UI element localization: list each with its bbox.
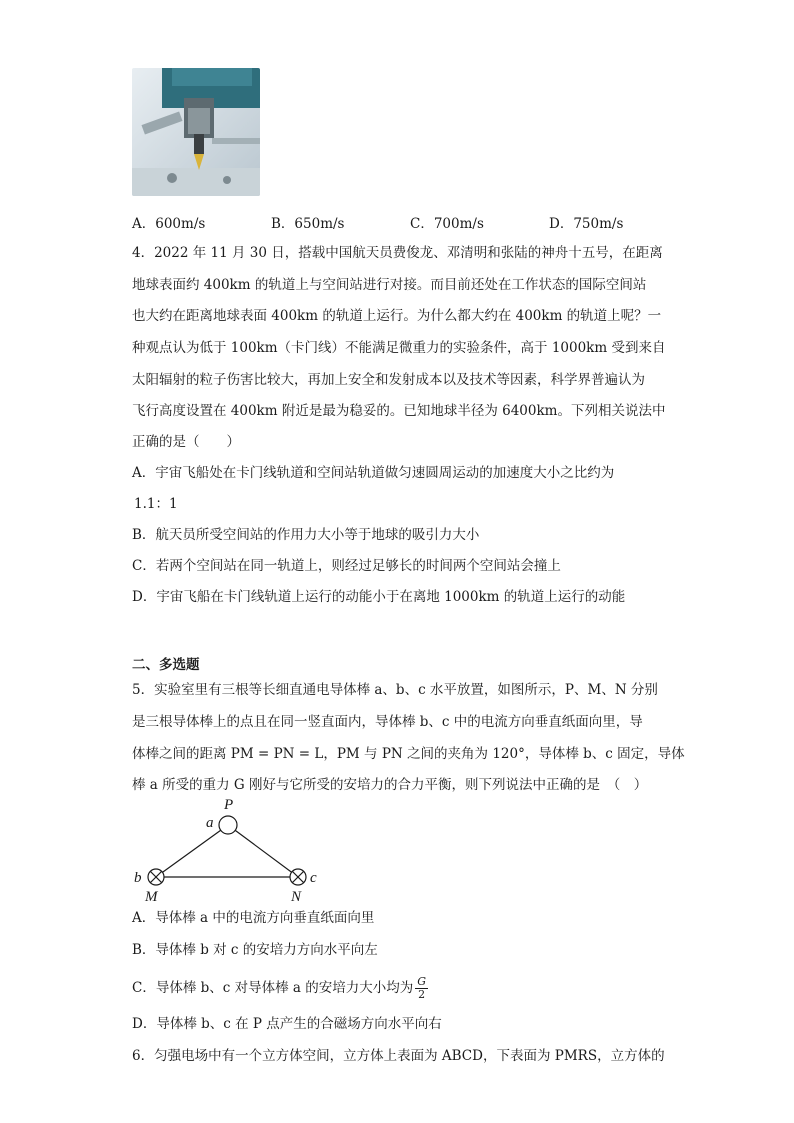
q5-option-a: A．导体棒 a 中的电流方向垂直纸面向里	[132, 910, 375, 926]
conductor-a	[219, 816, 237, 834]
q4-option-a-cont: 1.1：1	[134, 496, 178, 512]
q4-line: 也大约在距离地球表面 400km 的轨道上运行。为什么都大约在 400km 的轨道上呢？一	[132, 308, 662, 324]
q3-option-c: C．700m/s	[410, 216, 484, 232]
triangle-diagram	[128, 795, 328, 907]
q4-line: 正确的是（ ）	[132, 434, 240, 450]
label-a: a	[206, 815, 214, 831]
q3-option-b: B．650m/s	[271, 216, 345, 232]
q4-line: 4．2022 年 11 月 30 日，搭载中国航天员费俊龙、邓清明和张陆的神舟十五号，在距离	[132, 245, 663, 261]
q5-line: 体棒之间的距离 PM = PN = L，PM 与 PN 之间的夹角为 120°，导体棒 b、c 固定，导体	[132, 746, 685, 762]
q5-option-c-text: C．导体棒 b、c 对导体棒 a 的安培力大小均为	[132, 980, 414, 996]
q5-option-c	[132, 976, 428, 1001]
q3-option-d: D．750m/s	[549, 216, 624, 232]
q5-line: 是三根导体棒上的点且在同一竖直面内，导体棒 b、c 中的电流方向垂直纸面向里，导	[132, 714, 643, 730]
q5-option-d: D．导体棒 b、c 在 P 点产生的合磁场方向水平向右	[132, 1016, 442, 1032]
fraction-g-over-2: $\frac{G}{2}$	[417, 975, 427, 1001]
q3-option-a: A．600m/s	[132, 216, 206, 232]
q4-option-a: A．宇宙飞船处在卡门线轨道和空间站轨道做匀速圆周运动的加速度大小之比约为	[132, 465, 615, 481]
conductor-c	[290, 869, 306, 885]
q5-line: 5．实验室里有三根等长细直通电导体棒 a、b、c 水平放置，如图所示，P、M、N 分别	[132, 682, 658, 698]
q4-line: 飞行高度设置在 400km 附近是最为稳妥的。已知地球半径为 6400km。下列相关说法中	[132, 403, 666, 419]
q4-line: 太阳辐射的粒子伤害比较大，再加上安全和发射成本以及技术等因素，科学界普遍认为	[132, 372, 645, 388]
q4-option-b: B．航天员所受空间站的作用力大小等于地球的吸引力大小	[132, 527, 480, 543]
label-b: b	[134, 870, 142, 886]
machine-photo	[132, 68, 260, 196]
label-N: N	[291, 889, 302, 905]
q4-line: 地球表面约 400km 的轨道上与空间站进行对接。而目前还处在工作状态的国际空间站	[132, 277, 647, 293]
q5-option-b: B．导体棒 b 对 c 的安培力方向水平向左	[132, 942, 378, 958]
q4-option-d: D．宇宙飞船在卡门线轨道上运行的动能小于在离地 1000km 的轨道上运行的动能	[132, 589, 626, 605]
conductor-b	[148, 869, 164, 885]
label-M: M	[145, 889, 158, 905]
label-P: P	[224, 797, 234, 813]
q5-line: 棒 a 所受的重力 G 刚好与它所受的安培力的合力平衡，则下列说法中正确的是 （ ）	[132, 777, 648, 793]
q6-line: 6．匀强电场中有一个立方体空间，立方体上表面为 ABCD，下表面为 PMRS，立方体的	[132, 1048, 665, 1064]
label-c: c	[310, 870, 317, 886]
q4-option-c: C．若两个空间站在同一轨道上，则经过足够长的时间两个空间站会撞上	[132, 558, 561, 574]
section-heading: 二、多选题	[132, 657, 200, 673]
q4-line: 种观点认为低于 100km（卡门线）不能满足微重力的实验条件，高于 1000km 受到来自	[132, 340, 666, 356]
